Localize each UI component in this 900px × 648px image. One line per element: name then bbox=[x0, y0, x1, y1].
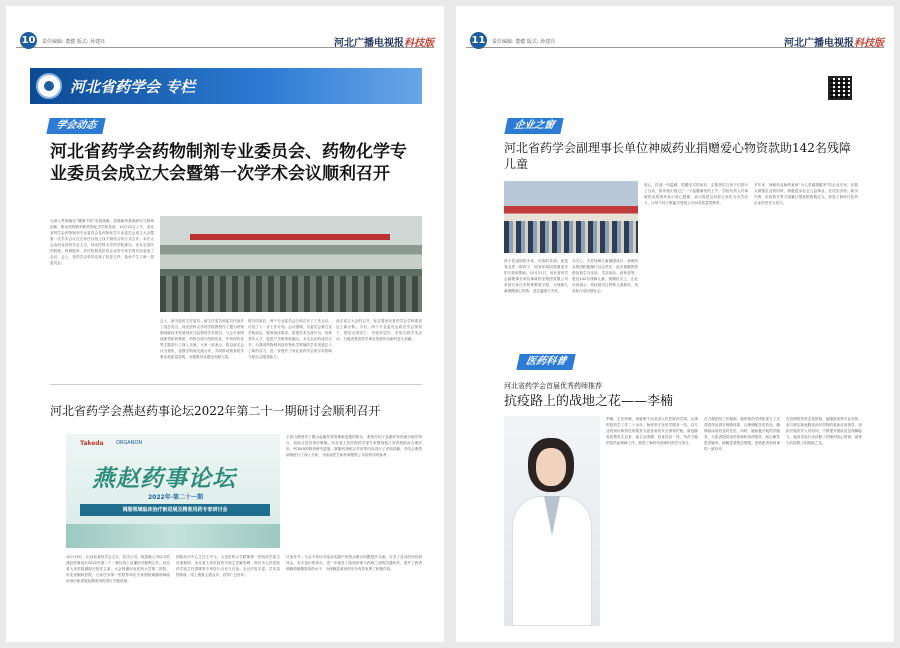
poster-brand-right: ORGANON bbox=[116, 440, 143, 446]
page-number: 11 bbox=[470, 32, 487, 49]
article-body-col2: 会上，新当选的主任委员、副主任委员和委员代表作了表态发言。河北医科大学药学院教授作了题为药物制剂新技术发展现状与趋势的学术报告，与会专家围绕新型给药系统、药物合成与结构优化、中药现代化等主题进行了深入交流。大家一致表示，将以此次会议为契机，加强学科间交流合作，共同推动我省药学事业高质量发展，为健康河北建设贡献力量。 bbox=[160, 319, 244, 359]
article-body-col1: 为深入贯彻落实“健康中国”发展战略，加强新药基础研究与制剂创新，推动药物制剂和药物化学学科发展，10月22日上午，河北省药学会药物制剂专业委员会及药物化学专业委员会成立大会暨第一次学术会议在石家庄以线上线下相结合的方式召开。本次大会由河北省药学会主办，河北医科大学药学院承办。来自全省医药院校、科研院所、医疗机构及医药企业的专家学者共同参加了会议。会上，省药学会领导宣读了批复文件，选举产生了新一届委员会。 bbox=[50, 219, 154, 265]
article-body-col2: 为关心、关爱残障儿童健康成长，神威药业集团积极履行社会责任，此次捐赠的物资包括学习用品、生活用品、营养品等，惠及142名残障儿童。捐赠仪式上，企业代表表示，将持续关注特殊儿童群体，用实际行动回馈社会。 bbox=[572, 259, 638, 293]
column-banner bbox=[30, 68, 422, 104]
poster-footer bbox=[66, 524, 280, 548]
article2-headline: 河北省药学会燕赵药事论坛2022年第二十一期研讨会顺利召开 bbox=[50, 404, 381, 418]
poster-brand-left: Takeda bbox=[80, 440, 104, 447]
meeting-photo bbox=[160, 216, 422, 312]
poster-title: 燕赵药事论坛 bbox=[92, 465, 236, 492]
poster-date: 2022年·第二十一期 bbox=[148, 494, 203, 501]
photo-audience bbox=[160, 276, 422, 312]
article2-body-col3: 王洪山教授作了题为血脂异常管理新进展的报告，系统介绍了血脂异常的流行病学特点、危险分层及治疗策略。河北省人民医院药学部专家围绕他汀类药物临床合理应用、PCSK9抑制剂研究进展、降脂药物相互作用等内容进行了详细讲解，并结合典型病例进行了深入分析，为临床医生和药师提供了实用的用药参考。 bbox=[286, 435, 422, 457]
section-tag: 企业之窗 bbox=[504, 118, 563, 134]
divider bbox=[50, 384, 422, 385]
article-body-col3: 报告结束后，两个专业委员会分别召开了工作会议，讨论了下一步工作计划。会议强调，各委员会要立足学科前沿，服务临床需求，搭建学术交流平台，培养青年人才，促进产学研深度融合。本次会议的成功召开，为我省药物制剂及药物化学领域的学术发展注入了新的活力，进一步提升了河北省药学会的学术影响力和社会服务能力。 bbox=[248, 319, 332, 359]
paper-name-main: 河北广播电视报 bbox=[334, 38, 404, 49]
portrait-face bbox=[536, 448, 566, 486]
poster-subtitle: 调脂领域临床治疗新进展及精准用药专家研讨会 bbox=[80, 504, 270, 516]
header-meta: 责任编辑: 董健 版式: 孙建亮 bbox=[492, 39, 556, 45]
banner-title: 河北省药学会 专栏 bbox=[70, 78, 196, 96]
article2-body-col4: 讨论环节，与会专家针对临床实践中的热点难点问题展开交流，分享了各自的经验和体会。本次论坛的举办，进一步促进了临床医师与药师之间的沟通协作，提升了我省调脂领域精准用药水平，为保障患者用药安全有效发挥了积极作用。 bbox=[286, 555, 422, 571]
article2-body-col2: 国际诊疗中心主任王丹飞、大连医科大学附属第一医院药学部主任姜振铎，河北省人民医院药学部主任解雪峰、邢台市人民医院药学部主任梁刚等专家进行点评与讨论。会议内容丰富，学术氛围浓厚，线上观看人数众多，获得广泛好评。 bbox=[176, 555, 280, 577]
article-body-col4: 多年来，神威药业始终秉承“为人类健康服务”的企业宗旨，在做大做强企业的同时，积极投身社会公益事业，在扶贫济困、助学兴教、抗疫救灾等方面累计捐款捐物数亿元，彰显了新时代医药企业的责任与担当。 bbox=[754, 183, 858, 205]
paper-name-suffix: 科技版 bbox=[854, 38, 884, 49]
left-page bbox=[6, 6, 444, 642]
article2-kicker: 河北省药学会首届优秀药师推荐 bbox=[504, 382, 602, 390]
article2-body-col2: 在方舱医院工作期间，她带领药学团队建立了完善的药品供应保障体系，合理调配各类药品，确保临床用药及时充足。同时，她积极开展药学服务，为患者提供用药咨询和用药指导，耐心解答患者疑问，缓解患者焦虑情绪，受到患者和同事的一致好评。 bbox=[704, 417, 780, 451]
paper-name bbox=[334, 34, 434, 49]
article2-headline: 抗疫路上的战地之花——李楠 bbox=[504, 394, 674, 409]
article-headline: 河北省药学会药物制剂专业委员会、药物化学专业委员会成立大会暨第一次学术会议顺利召开 bbox=[50, 142, 407, 184]
right-page bbox=[456, 6, 894, 642]
article2-body-col1: 李楠，主任药师，现就职于河北省人民医院药学部。从事医院药学工作二十余年，始终坚守在药学服务一线，以专业的知识和热忱的服务为患者用药安全保驾护航。新冠肺炎疫情发生以来，她主动请缨，投身抗疫一线，负责方舱医院药品保障工作，展现了新时代药师的责任与担当。 bbox=[606, 417, 698, 445]
page-header bbox=[466, 30, 884, 48]
header-meta: 责任编辑: 董健 版式: 孙建亮 bbox=[42, 39, 106, 45]
donation-photo bbox=[504, 181, 638, 253]
page-header bbox=[16, 30, 434, 48]
photo-banner-strip bbox=[190, 234, 390, 240]
portrait-photo bbox=[504, 416, 600, 626]
society-emblem-icon bbox=[36, 73, 62, 99]
qr-code-icon bbox=[828, 76, 852, 100]
article-headline: 河北省药学会副理事长单位神威药业捐赠爱心物资款助142名残障儿童 bbox=[504, 141, 851, 171]
article2-body-col1: 10月19日，由河北省药学会主办，武田公司、欧加隆公司协办的燕赵药事论坛2022年第二十一期以线上直播形式顺利召开。河北省人民医院副院长担任主席。大会特邀河北医科大学第二医院、河北省胸科医院、石家庄市第一医院等单位专家围绕调脂领域临床治疗新进展及精准用药进行专题讲座。 bbox=[66, 555, 170, 583]
section-tag: 学会动态 bbox=[46, 118, 105, 134]
article-body-col1: 孩子是祖国的未来，民族的希望。但是有这样一群孩子，因身体原因需要更多的关爱和帮助。10月21日，河北省药学会副理事长单位神威药业集团有限公司来到石家庄市特殊教育学校，为残障儿童捐赠爱心物资，送去温暖与关怀。 bbox=[504, 259, 568, 293]
paper-name-main: 河北广播电视报 bbox=[784, 38, 854, 49]
article-body-col3: 爱心，传递一份温暖。捐赠仪式结束后，志愿者们与孩子们进行了互动，陪伴他们度过了一个温馨愉快的上午。学校负责人对神威药业的善举表示衷心感谢，表示将把这份爱心转化为办学动力，让每个孩子都能享受到公平而有质量的教育。 bbox=[644, 183, 748, 205]
section-tag: 医药科普 bbox=[516, 354, 575, 370]
paper-name bbox=[784, 34, 884, 49]
page-number: 10 bbox=[20, 32, 37, 49]
photo-group bbox=[504, 221, 638, 253]
forum-poster bbox=[66, 434, 280, 548]
paper-name-suffix: 科技版 bbox=[404, 38, 434, 49]
article-body-col4: 此次成立大会的召开，标志着河北省药学会学科建设迈上新台阶。今后，两个专业委员会将在学会领导下，团结全省同仁，开展多层次、多形式的学术活动，为促进我省药学事业发展作出新的更大贡献。 bbox=[336, 319, 422, 341]
article2-body-col3: 在疫情防控常态化阶段，她继续发挥专业优势，参与制定新冠肺炎治疗药物的临床应用指导，组织开展药学人员培训，不断提升团队应急保障能力。她用实际行动诠释了药师的初心使命，被誉为抗疫路上的战地之花。 bbox=[786, 417, 862, 445]
